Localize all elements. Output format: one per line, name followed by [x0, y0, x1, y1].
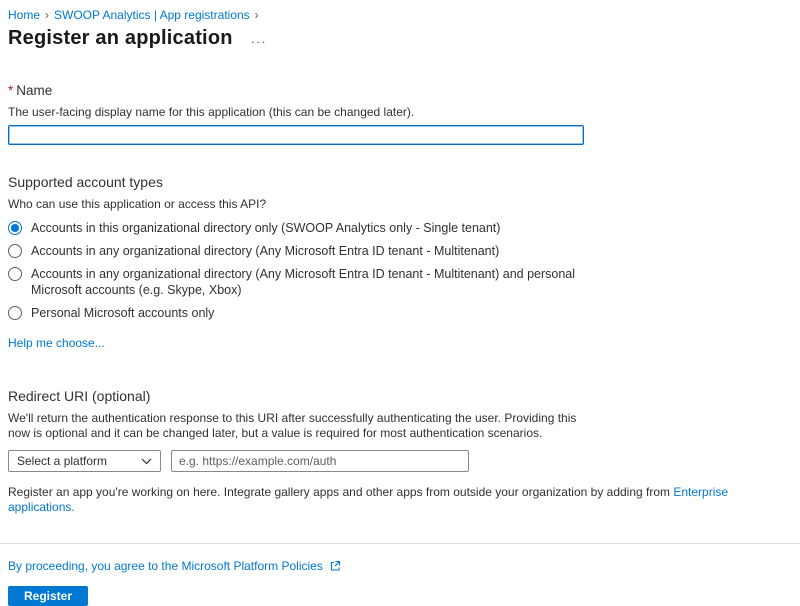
platform-select-dropdown[interactable]: [8, 450, 161, 472]
name-section: [8, 83, 792, 145]
policy-row: [8, 559, 792, 573]
radio-option-multitenant-personal[interactable]: [8, 266, 792, 298]
breadcrumb-home-link[interactable]: Home: [8, 8, 41, 22]
radio-option-label: Personal Microsoft accounts only: [31, 306, 215, 320]
supported-account-types-heading: Supported account types: [8, 174, 163, 190]
enterprise-applications-link[interactable]: Enterprise applications.: [8, 485, 729, 514]
footer-divider: [0, 543, 800, 544]
platform-select-value: Select a platform: [17, 454, 108, 468]
redirect-uri-heading: Redirect URI (optional): [8, 388, 151, 404]
radio-option-label: Accounts in any organizational directory (Any Microsoft Entra ID tenant - Multitenant) and personal Microsoft accounts (e.g. Skype, Xbox): [31, 267, 576, 297]
radio-option-multitenant[interactable]: [8, 243, 792, 259]
chevron-down-icon: [141, 458, 152, 465]
account-types-question: Who can use this application or access this API?: [8, 197, 267, 211]
breadcrumb: [8, 8, 792, 22]
name-label: * Name: [8, 83, 53, 98]
external-link-icon: [329, 560, 341, 572]
radio-option-label: Accounts in this organizational directory only (SWOOP Analytics only - Single tenant): [31, 221, 501, 235]
account-type-radio-group: [8, 220, 792, 321]
radio-option-single-tenant[interactable]: [8, 220, 792, 236]
help-me-choose-link[interactable]: Help me choose...: [8, 336, 105, 350]
redirect-uri-section: [8, 388, 792, 472]
redirect-uri-input[interactable]: [171, 450, 469, 472]
redirect-uri-controls: [8, 450, 792, 472]
radio-unselected-icon[interactable]: [8, 306, 22, 320]
radio-unselected-icon[interactable]: [8, 244, 22, 258]
supported-account-types-section: [8, 174, 792, 352]
platform-policies-link[interactable]: By proceeding, you agree to the Microsoft Platform Policies: [8, 559, 323, 573]
app-name-input[interactable]: [8, 125, 584, 145]
name-description: The user-facing display name for this application (this can be changed later).: [8, 105, 415, 119]
registration-note: Register an app you're working on here. Integrate gallery apps and other apps from outside your organization by adding from Enterprise applications.: [8, 485, 729, 514]
register-button[interactable]: Register: [8, 586, 88, 606]
breadcrumb-separator-icon: ›: [45, 8, 50, 22]
radio-option-personal-only[interactable]: [8, 305, 792, 321]
page-title: Register an application: [8, 27, 233, 49]
more-actions-icon[interactable]: ···: [250, 33, 267, 49]
breadcrumb-separator-icon: ›: [254, 8, 259, 22]
radio-selected-icon[interactable]: [8, 221, 22, 235]
radio-unselected-icon[interactable]: [8, 267, 22, 281]
required-marker: *: [8, 83, 14, 98]
radio-option-label: Accounts in any organizational directory (Any Microsoft Entra ID tenant - Multitenant): [31, 244, 500, 258]
breadcrumb-app-registrations-link[interactable]: SWOOP Analytics | App registrations: [54, 8, 250, 22]
title-row: [8, 27, 792, 50]
redirect-uri-description: We'll return the authentication response to this URI after successfully authenticating the user. Providing this now is optional and it can be changed later, but a value is required for most authentication scenarios.: [8, 411, 577, 440]
